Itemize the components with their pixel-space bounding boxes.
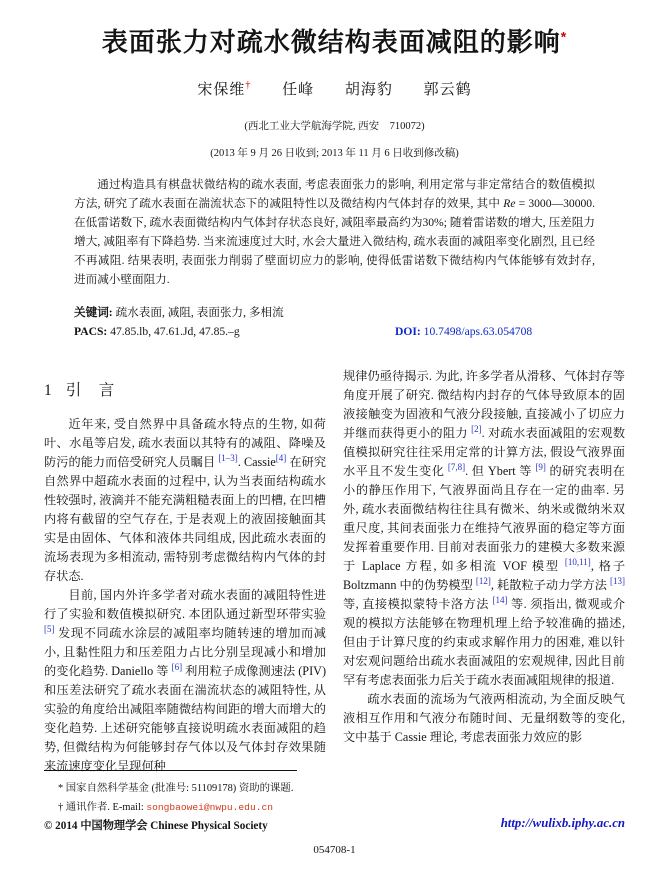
text-run: 利用粒子成像测速法 (PIV) 和压差法研究了疏水表面在湍流状态的减阻特性, 从实验的角度给出减阻率随微结构间距的增大而增大的变化趋势. 上述研究能够直接说明疏水表面减阻的趋势, 但微结构为何能够封存气体以及气体封存效果随来流速度变化呈现何种 (44, 664, 326, 774)
corresponding-author-footnote (58, 798, 273, 813)
doi-label: DOI: (395, 325, 421, 339)
citation-ref[interactable]: [9] (535, 462, 546, 473)
section-1-heading (44, 381, 326, 400)
right-column (343, 367, 625, 791)
author-name-text: 郭云鹤 (423, 82, 472, 99)
keywords-line (74, 304, 595, 320)
funding-footnote (58, 779, 293, 794)
author-name (197, 82, 251, 98)
body-paragraph (343, 690, 625, 747)
pacs-line (74, 325, 240, 338)
pacs-codes: 47.85.lb, 47.61.Jd, 47.85.–g (110, 325, 240, 339)
italic-symbol: Re (503, 197, 516, 211)
paper-title (44, 0, 625, 58)
text-run: , 耗散粒子动力学方法 (490, 578, 611, 593)
journal-url-link[interactable]: http://wulixb.iphy.ac.cn (500, 816, 625, 830)
left-column (44, 367, 326, 791)
text-run: * 国家自然科学基金 (批准号: 51109178) 资助的课题. (58, 783, 294, 794)
section-number: 1 (44, 382, 53, 400)
doi-link[interactable]: 10.7498/aps.63.054708 (423, 325, 533, 339)
author-name (345, 82, 393, 98)
text-run: = 3000—30000. 在低雷诺数下, 疏水表面微结构内气体封存状态良好, 减阻率最高约为30%; 随着雷诺数的增大, 压差阻力增大, 减阻率有下降趋势. 当来流速度过大时, 水会大量进入微结构, 疏水表面的减阻率变化剧烈, 且已经不再减阻. 结果表明, 表面张力削弱了壁面切应力的影响, 使得低雷诺数下微结构内气体能够有效封存, 进而减小壁面阻力. (74, 197, 596, 287)
citation-ref[interactable]: [4] (275, 453, 287, 464)
copyright-notice: © 2014 中国物理学会 Chinese Physical Society (44, 820, 268, 832)
text-run: 疏水表面的流场为气液两相流动, 为全面反映气液相互作用和气液分布随时间、无量纲数等的变化, 文中基于 Cassie 理论, 考虑表面张力效应的影 (343, 692, 625, 745)
author-name (424, 82, 472, 98)
text-run: . 但 Ybert 等 (465, 464, 536, 479)
keywords-label: 关键词: (74, 306, 113, 320)
text-run: 通过构造具有棋盘状微结构的疏水表面, 考虑表面张力的影响, 利用定常与非定常结合的数值模拟方法, 研究了疏水表面在湍流状态下的减阻特性以及微结构内气体封存的效果, 其中 (74, 178, 595, 211)
text-run: , 格子 Boltzmann 中的伪势模型 (343, 559, 625, 593)
footnote-divider (44, 770, 297, 771)
citation-ref[interactable]: [14] (492, 595, 508, 606)
citation-ref[interactable]: [5] (44, 624, 55, 635)
citation-ref[interactable]: [1–3] (218, 453, 238, 464)
pacs-label: PACS: (74, 325, 108, 339)
author-line (0, 78, 669, 99)
page-number: 054708-1 (313, 844, 356, 856)
body-paragraph (343, 367, 625, 690)
affiliation: (西北工业大学航海学院, 西安 710072) (244, 121, 425, 133)
email-link[interactable]: songbaowei@nwpu.edu.cn (146, 802, 273, 813)
text-run: † 通讯作者. E-mail: (58, 802, 147, 813)
text-run: 等. 须指出, 微观或介观的模拟方法能够在物理机理上给予较准确的描述, 但由于计算尺度的约束或求解作用力的困难, 难以针对宏观问题给出疏水表面减阻的宏观规律, 因此目前罕有考虑表面张力后关于疏水表面减阻规律的报道. (343, 597, 625, 688)
text-run: 的研究表明在小的静压作用下, 气液界面尚且存在一定的曲率. 另外, 疏水表面微结构往往具有微米、纳米或微纳米双重尺度, 其间表面张力在维持气液界面的稳定等方面发挥着重要作用. 目前对表面张力的建模大多数来源于 Laplace 方程, 如多相流 VOF 模型 (343, 464, 625, 574)
doi-line (395, 325, 532, 338)
text-run: . Cassie (237, 455, 276, 470)
citation-ref[interactable]: [6] (171, 662, 183, 673)
text-run: 近年来, 受自然界中具备疏水特点的生物, 如荷叶、水黾等启发, 疏水表面以其特有的减阻、降噪及防污的能力而倍受研究人员瞩目 (44, 417, 326, 470)
text-run: 等, 直接模拟蒙特卡洛方法 (343, 597, 493, 612)
text-run: 发现不同疏水涂层的减阻率均随转速的增加而减小, 且黏性阻力和压差阻力占比分别呈现减小和增加的变化趋势. Daniello 等 (44, 626, 326, 679)
two-column-body (44, 367, 625, 791)
corresponding-author-dagger: † (245, 80, 252, 92)
author-name-text: 胡海豹 (344, 82, 393, 99)
citation-ref[interactable]: [10,11] (564, 557, 591, 568)
section-title: 引 言 (65, 382, 116, 400)
body-paragraph (44, 586, 326, 776)
paper-title-text: 表面张力对疏水微结构表面减阻的影响 (101, 27, 561, 57)
author-name (282, 82, 314, 98)
citation-ref[interactable]: [7,8] (447, 462, 466, 473)
text-run: . 对疏水表面减阻的宏观数值模拟研究往往采用定常的计算方法, 假设气液界面水平且不发生变化 (343, 426, 625, 479)
body-paragraph (44, 415, 326, 586)
citation-ref[interactable]: [13] (610, 576, 625, 587)
author-name-text: 宋保维 (197, 82, 246, 99)
keywords-text: 疏水表面, 减阻, 表面张力, 多相流 (115, 306, 284, 320)
received-dates: (2013 年 9 月 26 日收到; 2013 年 11 月 6 日收到修改稿) (210, 148, 459, 160)
text-run: 规律仍亟待揭示. 为此, 许多学者从滑移、气体封存等角度开展了研究. 微结构内封存的气体导致原本的固液接触变为固液和气液分段接触, 直接减小了切应力并继而获得更小的阻力 (343, 369, 625, 441)
citation-ref[interactable]: [12] (475, 576, 491, 587)
citation-ref[interactable]: [2] (471, 424, 482, 435)
text-run: 在研究自然界中超疏水表面的过程中, 认为当表面结构疏水性较强时, 液滴并不能充满粗糙表面上的凹槽, 在凹槽内将有截留的空气存在, 于是表观上的液固接触面其实是由固体、气体和液体共同组成, 因此疏水表面的流场表现为多相流动, 需特别考虑微结构内气体的封存状态. (44, 455, 327, 584)
text-run: 目前, 国内外许多学者对疏水表面的减阻特性进行了实验和数值模拟研究. 本团队通过新型环带实验 (44, 588, 326, 622)
pacs-doi-row (74, 325, 595, 343)
title-footnote-star: * (560, 28, 568, 45)
abstract-paragraph (74, 175, 595, 289)
author-name-text: 任峰 (282, 82, 315, 99)
